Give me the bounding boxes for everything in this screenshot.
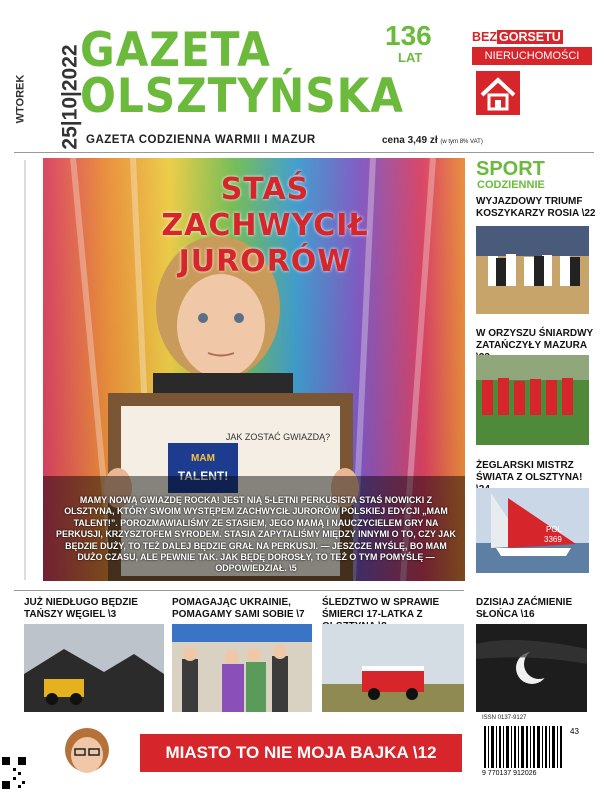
sport-subheading: CODZIENNIE	[477, 179, 545, 191]
volunteers-photo	[172, 624, 312, 712]
masthead-line-1: GAZETA	[80, 23, 271, 78]
anniversary-label: LAT	[398, 50, 423, 65]
frame-logo-line-1: MAM	[191, 453, 215, 464]
issue-date: 25|10|2022	[58, 44, 82, 150]
ad-brand-prefix: BEZ	[472, 30, 497, 44]
sport-item-1-title[interactable]: WYJAZDOWY TRIUMF KOSZYKARZY ROSIA \22	[476, 196, 596, 219]
sail-text-1: POL	[546, 525, 563, 534]
frame-logo-line-2: TALENT!	[177, 469, 229, 483]
masthead-divider	[14, 152, 594, 153]
qr-code-icon[interactable]	[0, 755, 28, 791]
sport-heading: SPORT	[476, 158, 545, 180]
price-value: cena 3,49 zł	[382, 135, 438, 146]
bottom-divider	[14, 590, 464, 591]
hero-headline	[150, 172, 380, 280]
date-box	[10, 35, 82, 150]
bottom-item-4-title[interactable]: DZISIAJ ZAĆMIENIE SŁOŃCA \16	[476, 597, 573, 620]
anniversary-number: 136	[385, 20, 432, 51]
side-strip	[14, 160, 36, 580]
hero-body: MAMY NOWĄ GWIAZDĘ ROCKA! JEST NIĄ 5-LETNI PERKUSISTA STAŚ NOWICKI Z OLSZTYNA, KTÓRY SWOIM WYSTĘPEM ZACHWYCIŁ JURORÓW POLSKIEJ EDYCJI „MAM TALENT!”. POROZMAWIALIŚMY ZE STASIEM, JEGO MAMĄ I NAUCZYCIELEM GRY NA PERKUSJI, KRZYSZTOFEM SYRODEM. STASIA ZAPYTALIŚMY MIĘDZY INNYMI O TO, CZY JAK BĘDZIE DUŻY, TO TEŻ DALEJ BĘDZIE GRAŁ NA PERKUSJI. — JESZCZE MYŚLĘ, BO MAM DUŻO CZASU, ALE PEWNIE TAK. JAK BĘDĘ DOROSŁY, TO TEŻ O TYM POMYŚLĘ — ODPOWIEDZIAŁ. \5	[56, 495, 456, 574]
hero-headline-line-1: STAŚ ZACHWYCIŁ	[161, 172, 369, 243]
bottom-item-1-title[interactable]: JUŻ NIEDŁUGO BĘDZIE TAŃSZY WĘGIEL \3	[24, 597, 138, 620]
author-avatar	[42, 722, 132, 782]
sport-item-2-title[interactable]: W ORZYSZU ŚNIARDWY ZATAŃCZYŁY MAZURA	[476, 328, 594, 351]
sport-item-3-title[interactable]: ŻEGLARSKI MISTRZ ŚWIATA Z OLSZTYNA!	[476, 460, 583, 483]
price-note: (w tym 8% VAT)	[440, 139, 483, 145]
masthead-subtitle: GAZETA CODZIENNA WARMII I MAZUR	[86, 134, 316, 146]
bottom-item-2-title[interactable]: POMAGAJĄC UKRAINIE, POMAGAMY SAMI SOBIE \7	[172, 597, 305, 620]
issue-number: 43	[570, 727, 579, 736]
issn-label: ISSN 0137-9127	[482, 715, 527, 721]
ad-panel[interactable]	[472, 30, 592, 148]
masthead-line-2: OLSZTYŃSKA	[80, 69, 404, 124]
ad-brand	[472, 30, 592, 44]
house-icon	[476, 71, 520, 115]
frame-text: JAK ZOSTAĆ GWIAZDĄ?	[225, 432, 331, 442]
sailing-photo	[476, 488, 589, 573]
masthead-title	[80, 23, 404, 124]
coal-photo	[24, 624, 164, 712]
barcode-number: 9 770137 912026	[482, 770, 537, 777]
bottom-item-3-title[interactable]: ŚLEDZTWO W SPRAWIE ŚMIERCI 17-LATKA Z	[322, 597, 440, 620]
basketball-photo	[476, 226, 589, 314]
price	[382, 135, 483, 146]
issue-day: WTOREK	[14, 74, 27, 124]
hero-headline-line-2: JURORÓW	[178, 244, 352, 279]
eclipse-photo	[476, 624, 587, 712]
feature-banner[interactable]: MIASTO TO NIE MOJA BAJKA \12	[140, 734, 462, 772]
sail-text-2: 3369	[544, 535, 562, 544]
ad-band: NIERUCHOMOŚCI	[472, 47, 592, 65]
football-photo	[476, 355, 589, 445]
ad-brand-main: GORSETU	[499, 30, 561, 44]
fire-truck-photo	[322, 624, 464, 712]
